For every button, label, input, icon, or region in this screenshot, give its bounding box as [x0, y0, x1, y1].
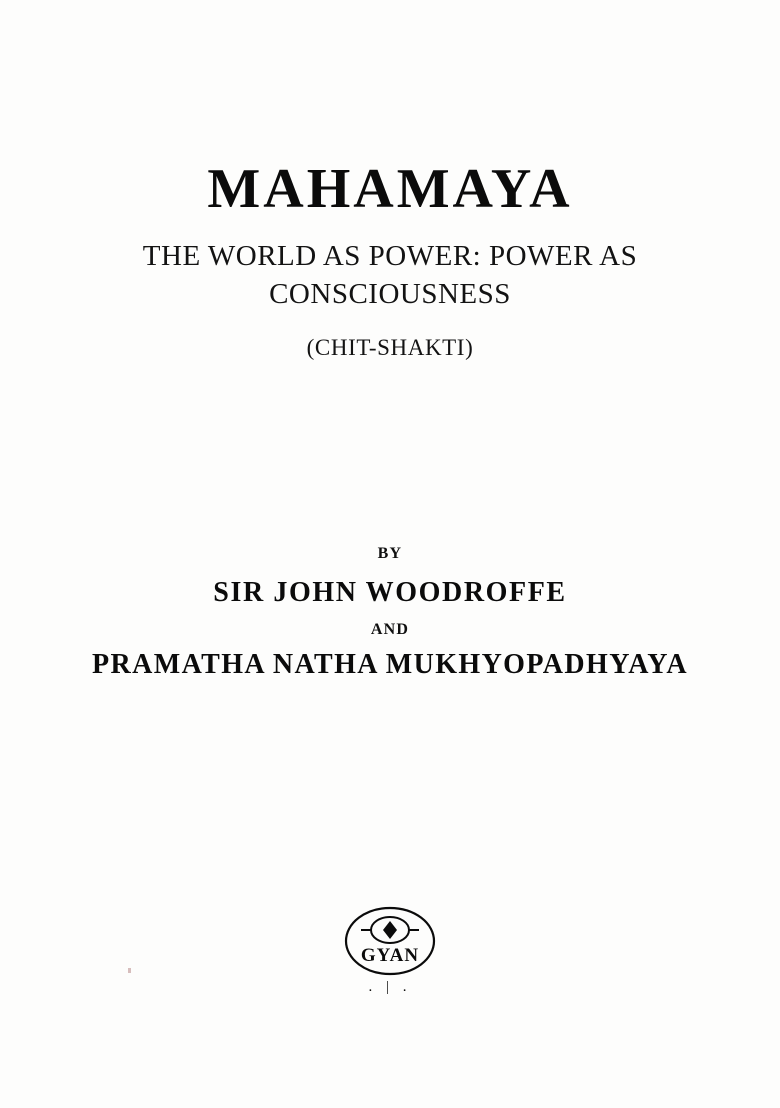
title-block: [0, 160, 780, 361]
author-secondary: PRAMATHA NATHA MUKHYOPADHYAYA: [92, 649, 688, 680]
publisher-logo: [0, 905, 780, 996]
book-main-title: MAHAMAYA: [207, 158, 573, 220]
book-subtitle-parenthetical: (CHIT-SHAKTI): [306, 335, 474, 361]
page-speck: [128, 968, 131, 973]
book-subtitle: [70, 237, 710, 314]
publisher-logo-dots: . | .: [368, 979, 412, 995]
authors-block: [0, 545, 780, 681]
and-label: AND: [370, 621, 410, 638]
author-primary: SIR JOHN WOODROFFE: [213, 577, 567, 608]
by-label: BY: [377, 545, 403, 562]
book-subtitle-line-1: THE WORLD AS POWER: POWER AS: [142, 239, 638, 272]
gyan-publishing-logo-icon: [342, 905, 438, 977]
publisher-name: GYAN: [360, 945, 420, 966]
book-subtitle-line-2: CONSCIOUSNESS: [269, 278, 511, 311]
